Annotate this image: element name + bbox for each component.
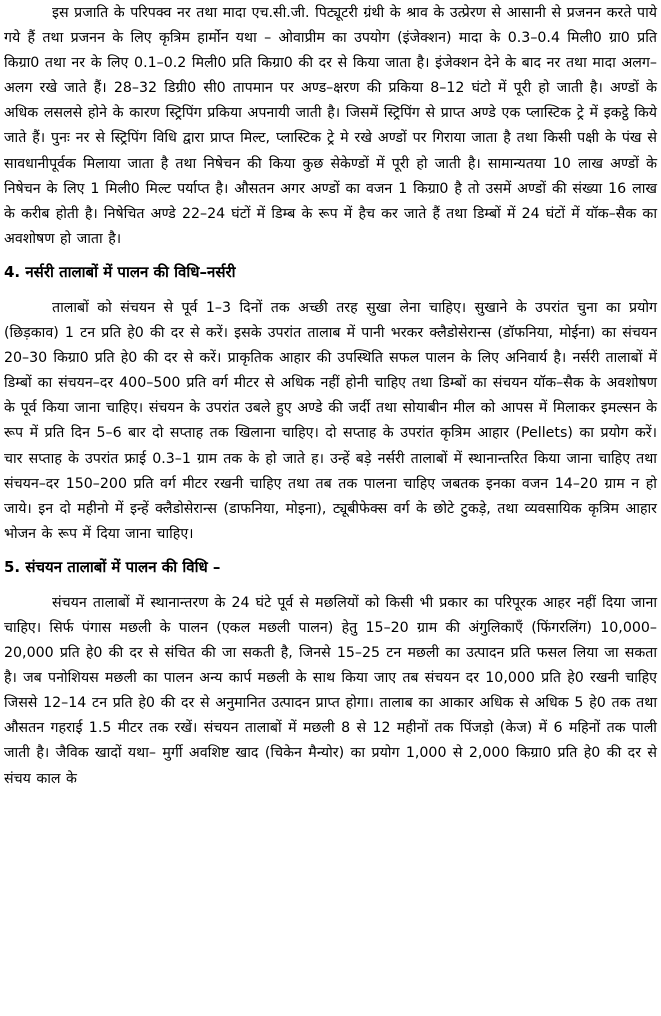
paragraph-stocking: संचयन तालाबों में स्थानान्तरण के 24 घंटे पूर्व से मछलियों को किसी भी प्रकार का परिपूरक आहर नहीं दिया जाना चाहिए। सिर्फ पंगास मछली के पालन (एकल मछली पालन) हेतु 15–20 ग्राम की अंगुलिकाएँ (फिंगरलिंग) 10,000–20,000 प्रति हे0 की दर से संचित की जा सकती है, जिनसे 15–25 टन मछली का उत्पादन प्रति फसल लिया जा सकता है। जब पनोशियस मछली का पालन अन्य कार्प मछली के साथ किया जाए तब संचयन दर 10,000 प्रति हे0 रखनी चाहिए जिससे 12–14 टन प्रति हे0 की दर से अनुमानित उत्पादन प्राप्त होगा। तालाब का आकार अधिक से अधिक 5 हे0 तक तथा औसतन गहराई 1.5 मीटर तक रखें। संचयन तालाबों में मछली 8 से 12 महीनों तक पिंजड़ो (केज) में 6 महिनों तक पाली जाती है। जैविक खादों यथा– मुर्गी अवशिष्ट खाद (चिकेन मैन्योर) का प्रयोग 1,000 से 2,000 किग्रा0 प्रति हे0 की दर से संचय काल के: [4, 594, 657, 787]
document-page: [4, 0, 657, 792]
heading-nursery-ponds: 4. नर्सरी तालाबों में पालन की विधि–नर्सरी: [4, 262, 236, 281]
paragraph-breeding: इस प्रजाति के परिपक्व नर तथा मादा एच.सी.जी. पिट्यूटरी ग्रंथी के श्राव के उत्प्रेरण से आसानी से प्रजनन करते पाये गये हैं तथा प्रजनन के लिए कृत्रिम हार्मोन यथा – ओवाप्रीम का उपयोग (इंजेक्शन) मादा के 0.3–0.4 मिली0 ग्रा0 प्रति किग्रा0 तथा नर के लिए 0.1–0.2 मिली0 प्रति किग्रा0 की दर से किया जाता है। इंजेक्शन देने के बाद नर तथा मादा अलग–अलग रखे जाते हैं। 28–32 डिग्री0 सी0 तापमान पर अण्ड–क्षरण की प्रकिया 8–12 घंटो में पूरी हो जाती है। अण्डों के अधिक लसलसे होने के कारण स्ट्रिपिंग प्रकिया अपनायी जाती है। जिसमें स्ट्रिपिंग से प्राप्त अण्डे एक प्लास्टिक ट्रे में इकट्ठे किये जाते हैं। पुनः नर से स्ट्रिपिंग विधि द्वारा प्राप्त मिल्ट, प्लास्टिक ट्रे मे रखे अण्डों पर गिराया जाता है तथा किसी पक्षी के पंख से सावधानीपूर्वक मिलाया जाता है तथा निषेचन की किया कुछ सेकेण्डों में पूरी हो जाती है। सामान्यतया 10 लाख अण्डों के निषेचन के लिए 1 मिली0 मिल्ट पर्याप्त है। औसतन अगर अण्डों का वजन 1 किग्रा0 है तो उसमें अण्डों की संख्या 16 लाख के करीब होती है। निषेचित अण्डे 22–24 घंटों में डिम्ब के रूप में हैच कर जाते हैं तथा डिम्बों में 24 घंटों में यॉक–सैक का अवशोषण हो जाता है।: [4, 5, 657, 247]
heading-stocking-ponds: 5. संचयन तालाबों में पालन की विधि –: [4, 557, 221, 576]
paragraph-nursery: तालाबों को संचयन से पूर्व 1–3 दिनों तक अच्छी तरह सुखा लेना चाहिए। सुखाने के उपरांत चुना का प्रयोग (छिड़काव) 1 टन प्रति हे0 की दर से करें। इसके उपरांत तालाब में पानी भरकर क्लैडोसेरान्स (डॉफनिया, मोईना) का संचयन 20–30 किग्रा0 प्रति हे0 की दर से करें। प्राकृतिक आहार की उपस्थिति सफल पालन के लिए अनिवार्य है। नर्सरी तालाबों में डिम्बों का संचयन–दर 400–500 प्रति वर्ग मीटर से अधिक नहीं होनी चाहिए तथा डिम्बों का संचयन यॉक–सैक के अवशोषण के पूर्व किया जाना चाहिए। संचयन के उपरांत उबले हुए अण्डे की जर्दी तथा सोयाबीन मील को आपस में मिलाकर इमल्सन के रूप में प्रति दिन 5–6 बार दो सप्ताह तक खिलाना चाहिए। दो सप्ताह के उपरांत कृत्रिम आहार (Pellets) का प्रयोग करें। चार सप्ताह के उपरांत फ्राई 0.3–1 ग्राम तक के हो जाते ह। उन्हें बड़े नर्सरी तालाबों में स्थानान्तरित किया जाना चाहिए तथा संचयन–दर 150–200 प्रति वर्ग मीटर रखनी चाहिए तथा तब तक पालना चाहिए जबतक इनका वजन 14–20 ग्राम न हो जाये। इन दो महीनो में इन्हें क्लैडोसेरान्स (डाफनिया, मोइना), ट्यूबीफेक्स वर्ग के छोटे टुकड़े, तथा व्यवसायिक कृत्रिम आहार भोजन के रूप में दिया जाना चाहिए।: [4, 299, 657, 542]
